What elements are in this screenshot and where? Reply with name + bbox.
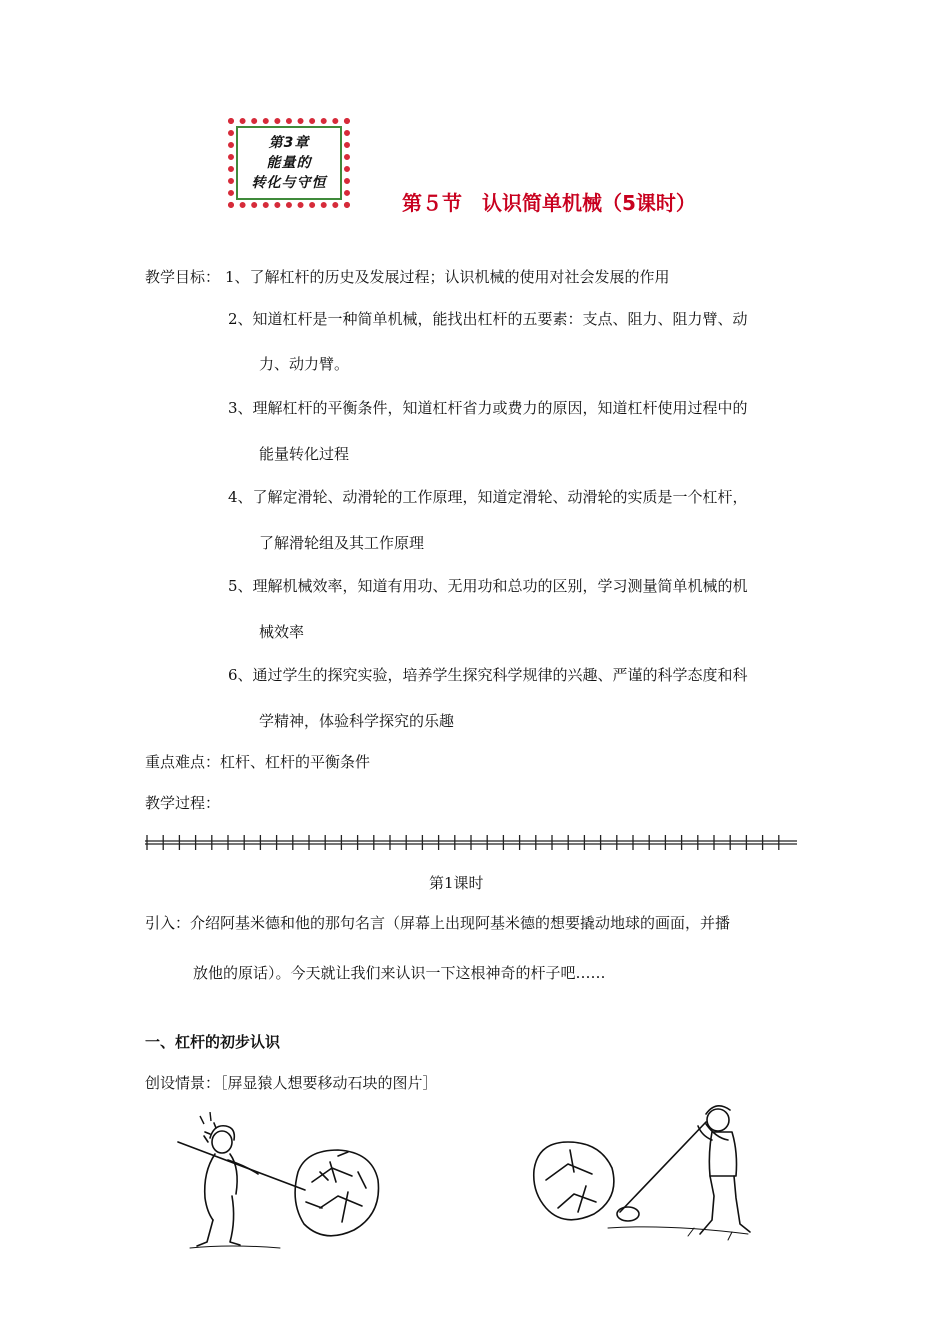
objective-line: 4、了解定滑轮、动滑轮的工作原理，知道定滑轮、动滑轮的实质是一个杠杆， <box>228 488 748 506</box>
objective-line: 力、动力臂。 <box>259 355 350 373</box>
objective-line: 学精神，体验科学探究的乐趣 <box>259 712 455 730</box>
objective-line: 了解滑轮组及其工作原理 <box>259 534 425 552</box>
objective-line: 6、通过学生的探究实验，培养学生探究科学规律的兴趣、严谨的科学态度和科 <box>228 666 748 684</box>
objective-line: 3、理解杠杆的平衡条件，知道杠杆省力或费力的原因，知道杠杆使用过程中的 <box>228 399 748 417</box>
section-1-heading: 一、杠杆的初步认识 <box>145 1033 281 1051</box>
caveman-pushing-illustration <box>170 1112 390 1252</box>
chapter-badge <box>228 118 350 208</box>
objective-line: 2、知道杠杆是一种简单机械，能找出杠杆的五要素：支点、阻力、阻力臂、动 <box>228 310 748 328</box>
objective-line: 能量转化过程 <box>259 445 350 463</box>
objectives-label: 教学目标： <box>145 268 221 286</box>
lesson-label: 第1课时 <box>429 874 484 892</box>
badge-line-3: 转化与守恒 <box>251 175 327 191</box>
objective-line: 5、理解机械效率，知道有用功、无用功和总功的区别，学习测量简单机械的机 <box>228 577 748 595</box>
objective-line: 1、了解杠杆的历史及发展过程；认识机械的使用对社会发展的作用 <box>225 268 670 286</box>
scenario-text: 创设情景：［屏显猿人想要移动石块的图片］ <box>145 1074 438 1092</box>
process-label: 教学过程： <box>145 794 221 812</box>
intro-line-1: 引入：介绍阿基米德和他的那句名言（屏幕上出现阿基米德的想要撬动地球的画面，并播 <box>145 914 731 932</box>
section-title: 第５节 认识简单机械（5课时） <box>402 191 696 215</box>
badge-line-2: 能量的 <box>266 155 312 171</box>
key-points: 重点难点：杠杆、杠杆的平衡条件 <box>145 753 371 771</box>
section-divider <box>145 833 797 851</box>
caveman-lever-illustration <box>528 1100 758 1250</box>
objective-line: 械效率 <box>259 623 305 641</box>
intro-line-2: 放他的原话）。今天就让我们来认识一下这根神奇的杆子吧…… <box>193 964 606 982</box>
badge-line-1: 第3章 <box>268 135 310 151</box>
